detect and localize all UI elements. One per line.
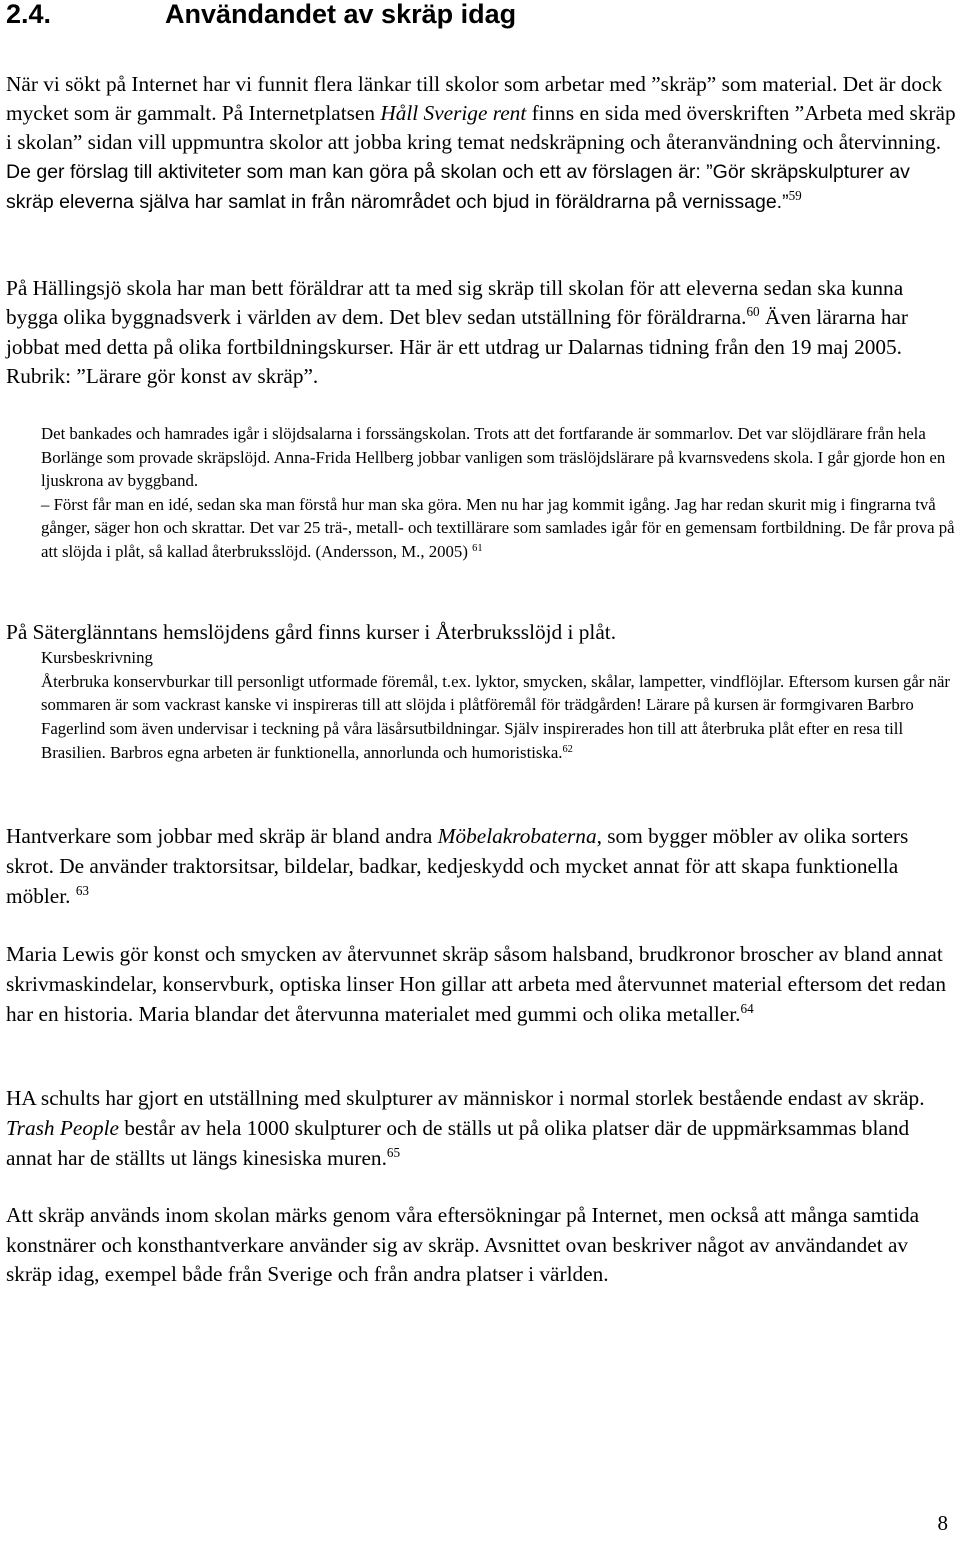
artwork-name: Trash People <box>6 1116 119 1140</box>
company-name: Möbelakrobaterna <box>437 824 597 848</box>
paragraph-text: HA schults har gjort en utställning med skulpturer av människor i normal storlek bestående endast av skräp. <box>6 1086 925 1110</box>
paragraph-text: består av hela 1000 skulpturer och de ställs ut på olika platser där de uppmärksammas bland annat har de ställts ut längs kinesiska muren. <box>6 1116 910 1170</box>
paragraph-text: När vi sökt på Internet har vi funnit flera länkar till skolor som arbetar med ”skräp” som material. Det är dock mycket som är gammalt. På Internetplatsen <box>6 72 943 125</box>
course-description-quote <box>41 646 958 765</box>
paragraph-maria-lewis <box>6 939 958 1029</box>
paragraph-sateraglantan: På Säterglänntans hemslöjdens gård finns kurser i Återbruksslöjd i plåt. <box>6 620 617 644</box>
paragraph-mobelakrobaterna <box>6 821 958 911</box>
page-number: 8 <box>937 1511 948 1535</box>
newspaper-quote <box>41 422 958 564</box>
footnote-ref: 64 <box>740 1001 754 1017</box>
course-label: Kursbeskrivning <box>41 648 153 667</box>
paragraph-text: Hantverkare som jobbar med skräp är bland andra <box>6 824 438 848</box>
section-title: Användandet av skräp idag <box>165 0 517 29</box>
paragraph-summary: Att skräp används inom skolan märks genom våra eftersökningar på Internet, men också att många samtida konstnärer och konsthantverkare använder sig av skräp. Avsnittet ovan beskriver något av användandet av skräp idag, exempel både från Sverige och från andra platser i världen. <box>6 1203 920 1286</box>
paragraph-internet-links <box>6 70 958 217</box>
quote-text: Återbruka konservburkar till personligt utformade föremål, t.ex. lyktor, smycken, skålar, lampetter, vindflöjlar. Eftersom kursen går när sommaren är som vackrast kanske vi inspireras till att slöjda i plåtföremål för trädgården! Lärare på kursen är formgivaren Barbro Fagerlind som även undervisar i teckning på våra läsårsutbildningar. Själv inspirerades hon till att återbruka plåt efter en resa till Brasilien. Barbros egna arbeten är funktionella, annorlunda och humoristiska. <box>41 671 951 762</box>
paragraph-text: Även lärarna har jobbat med detta på olika fortbildningskurser. Här är ett utdrag ur Dalarnas tidning från den 19 maj 2005. Rubrik: ”Lärare gör konst av skräp”. <box>6 305 909 389</box>
footnote-ref: 60 <box>746 304 760 320</box>
paragraph-text: Maria Lewis gör konst och smycken av återvunnet skräp såsom halsband, brudkronor broscher av bland annat skrivmaskindelar, konservburk, optiska linser Hon gillar att arbeta med återvunnet material eftersom det redan har en historia. Maria blandar det återvunna materialet med gummi och olika metaller. <box>6 942 947 1026</box>
paragraph-hallingsjo <box>6 274 958 392</box>
footnote-ref: 61 <box>472 542 483 554</box>
section-number: 2.4. <box>6 0 52 29</box>
quote-dialog: – Först får man en idé, sedan ska man förstå hur man ska göra. Men nu har jag kommit igång. Jag har redan skurit mig i fingrarna två gånger, säger hon och skrattar. Det var 25 trä-, metall- och textillärare som samlades igår för en gemensam fortbildning. De får prova på att slöjda i plåt, så kallad återbruksslöjd. (Andersson, M., 2005) <box>41 494 955 561</box>
section-heading <box>6 0 516 32</box>
footnote-ref: 59 <box>788 188 802 204</box>
paragraph-text: finns en sida med överskriften ”Arbeta med skräp i skolan” sidan vill uppmuntra skolor att jobba kring temat nedskräpning och återanvändning och återvinning. <box>6 100 956 154</box>
quote-text: Det bankades och hamrades igår i slöjdsalarna i forssängskolan. Trots att det fortfarande är sommarlov. Det var slöjdlärare från hela Borlänge som provade skräpslöjd. Anna-Frida Hellberg jobbar vanligen som träslöjdslärare på kvarnsvedens skola. I går gjorde hon en ljuskrona av byggband. <box>41 424 946 491</box>
website-name: Håll Sverige rent <box>380 100 527 125</box>
paragraph-ha-schults <box>6 1083 958 1173</box>
footnote-ref: 63 <box>75 883 89 899</box>
footnote-ref: 65 <box>386 1145 401 1161</box>
paragraph-text: På Hällingsjö skola har man bett föräldrar att ta med sig skräp till skolan för att eleverna sedan ska kunna bygga olika byggnadsverk i världen av dem. Det blev sedan utställning för föräldrarna. <box>6 276 904 330</box>
footnote-ref: 62 <box>562 743 573 755</box>
paragraph-text-sans: De ger förslag till aktiviteter som man kan göra på skolan och ett av förslagen är: ”Gör skräpskulpturer av skräp eleverna själva har samlat in från närområdet och bjud in föräldrarna på vernissage.” <box>6 161 910 214</box>
paragraph-text: , som bygger möbler av olika sorters skrot. De använder traktorsitsar, bildelar, badkar, kedjeskydd och mycket annat för att skapa funktionella möbler. <box>6 824 909 908</box>
